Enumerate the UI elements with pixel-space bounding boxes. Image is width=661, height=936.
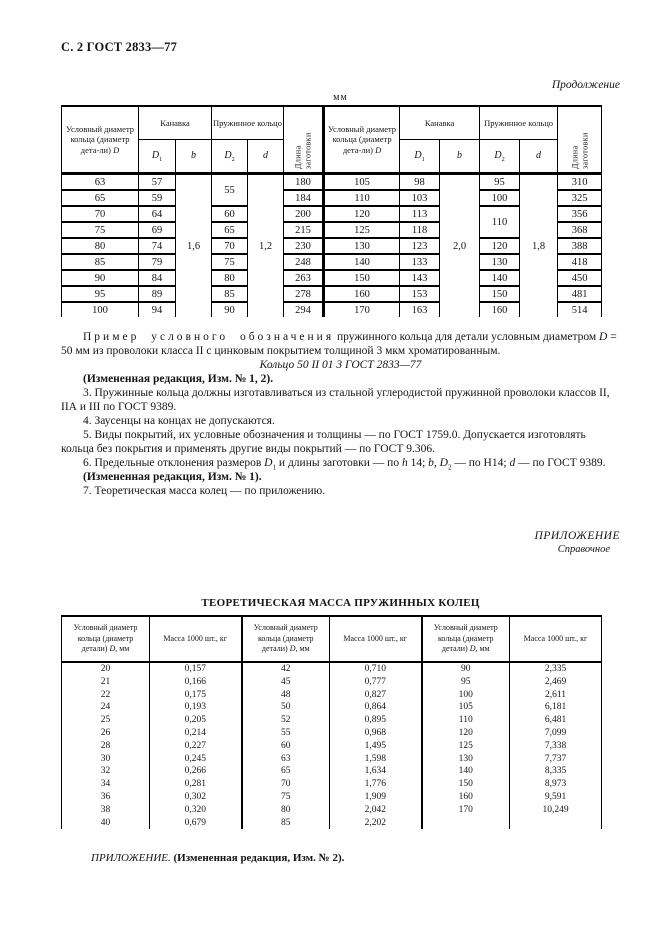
cell-mass-diameter: 26 (62, 727, 150, 740)
mass-col-header-diameter: Условный диаметр кольца (диаметр детали) D, мм (422, 616, 510, 662)
cell-mass-value: 0,175 (150, 689, 242, 702)
amendment-note-1: (Измененная редакция, Изм. № 1, 2). (83, 373, 274, 385)
cell-mass-diameter: 22 (62, 689, 150, 702)
cell-diameter-D: 85 (62, 254, 139, 270)
cell-diameter-D: 170 (324, 302, 400, 317)
ring-designation: Кольцо 50 II 01 3 ГОСТ 2833—77 (259, 359, 422, 371)
cell-ring-D2: 150 (480, 286, 520, 302)
table2-row (62, 817, 602, 830)
cell-mass-value: 0,245 (150, 753, 242, 766)
cell-groove-D1: 153 (400, 286, 440, 302)
cell-blank-length: 325 (558, 190, 602, 206)
mass-col-header-mass: Масса 1000 шт., кг (150, 616, 242, 662)
table2-row (62, 804, 602, 817)
cell-mass-value: 7,099 (510, 727, 602, 740)
cell-mass-value: 1,598 (330, 753, 422, 766)
cell-mass-diameter: 150 (422, 778, 510, 791)
cell-mass-value: 6,481 (510, 714, 602, 727)
cell-groove-D1: 84 (139, 270, 176, 286)
cell-mass-diameter: 110 (422, 714, 510, 727)
cell-diameter-D: 105 (324, 174, 400, 191)
cell-mass-diameter: 120 (422, 727, 510, 740)
cell-ring-D2: 95 (480, 174, 520, 191)
cell-mass-value: 8,973 (510, 778, 602, 791)
cell-mass-diameter: 70 (242, 778, 330, 791)
cell-ring-D2: 130 (480, 254, 520, 270)
cell-mass-diameter: 52 (242, 714, 330, 727)
cell-mass-value: 8,335 (510, 765, 602, 778)
standard-text (61, 330, 620, 498)
mass-col-header-mass: Масса 1000 шт., кг (330, 616, 422, 662)
col-header-diameter: Условный диаметр кольца (диаметр дета-ли) D (62, 106, 139, 174)
cell-mass-diameter: 20 (62, 662, 150, 676)
cell-mass-diameter: 95 (422, 676, 510, 689)
cell-ring-D2: 85 (212, 286, 248, 302)
cell-mass-diameter: 65 (242, 765, 330, 778)
cell-blank-length: 310 (558, 174, 602, 191)
col-header-groove: Канавка (139, 106, 212, 140)
cell-mass-value: 0,864 (330, 701, 422, 714)
col-header-d1: $D_1$ (400, 140, 440, 174)
cell-mass-value: 0,266 (150, 765, 242, 778)
cell-groove-D1: 118 (400, 222, 440, 238)
clause-6: 6. Предельные отклонения размеров $D_1$ и длины заготовки — по h 14; b, $D_2$ — по Н14; d — по ГОСТ 9389. (83, 457, 606, 472)
cell-mass-value: 10,249 (510, 804, 602, 817)
cell-mass-value: 1,495 (330, 740, 422, 753)
cell-ring-D2: 70 (212, 238, 248, 254)
cell-blank-length: 278 (284, 286, 324, 302)
cell-mass-value: 0,227 (150, 740, 242, 753)
cell-mass-value: 1,634 (330, 765, 422, 778)
cell-diameter-D: 70 (62, 206, 139, 222)
col-header-groove: Канавка (400, 106, 480, 140)
clause-3: 3. Пружинные кольца должны изготавливаться из стальной углеродистой пружинной проволоки классов II, IIА и III по ГОСТ 9389. (61, 387, 610, 413)
mass-table-head (62, 616, 602, 662)
cell-blank-length: 230 (284, 238, 324, 254)
cell-blank-length: 356 (558, 206, 602, 222)
cell-mass-value (510, 817, 602, 830)
cell-ring-D2: 110 (480, 206, 520, 238)
cell-groove-D1: 74 (139, 238, 176, 254)
table2-row (62, 714, 602, 727)
cell-ring-D2: 80 (212, 270, 248, 286)
mass-table-title: ТЕОРЕТИЧЕСКАЯ МАССА ПРУЖИННЫХ КОЛЕЦ (201, 597, 480, 609)
cell-mass-value: 0,193 (150, 701, 242, 714)
cell-mass-diameter: 36 (62, 791, 150, 804)
table2-row (62, 662, 602, 676)
cell-mass-diameter: 28 (62, 740, 150, 753)
cell-diameter-D: 95 (62, 286, 139, 302)
cell-mass-value: 0,205 (150, 714, 242, 727)
cell-ring-D2: 60 (212, 206, 248, 222)
cell-mass-diameter: 140 (422, 765, 510, 778)
table2-row (62, 701, 602, 714)
cell-ring-d: 1,2 (248, 174, 284, 318)
cell-diameter-D: 130 (324, 238, 400, 254)
table2-row (62, 791, 602, 804)
cell-groove-D1: 133 (400, 254, 440, 270)
cell-mass-diameter (422, 817, 510, 830)
table2-row (62, 778, 602, 791)
dimensions-table (61, 105, 602, 317)
cell-mass-value: 0,710 (330, 662, 422, 676)
cell-ring-d: 1,8 (520, 174, 558, 318)
col-header-d2: $D_2$ (212, 140, 248, 174)
cell-mass-diameter: 38 (62, 804, 150, 817)
cell-blank-length: 450 (558, 270, 602, 286)
table1-body (62, 174, 602, 318)
footer-amendment-note: ПРИЛОЖЕНИЕ. (Измененная редакция, Изм. № 2). (91, 852, 345, 865)
cell-mass-diameter: 45 (242, 676, 330, 689)
cell-mass-diameter: 90 (422, 662, 510, 676)
mass-table (61, 615, 602, 829)
cell-groove-b: 1,6 (176, 174, 212, 318)
cell-blank-length: 180 (284, 174, 324, 191)
col-header-diameter: Условный диаметр кольца (диаметр дета-ли) D (324, 106, 400, 174)
cell-mass-diameter: 60 (242, 740, 330, 753)
cell-groove-D1: 64 (139, 206, 176, 222)
blank-length-vertical-text: Длина заготовки (293, 131, 313, 169)
cell-groove-b: 2,0 (440, 174, 480, 318)
cell-mass-value: 0,827 (330, 689, 422, 702)
cell-blank-length: 184 (284, 190, 324, 206)
cell-ring-D2: 65 (212, 222, 248, 238)
cell-diameter-D: 160 (324, 286, 400, 302)
col-header-b: b (176, 140, 212, 174)
cell-mass-value: 7,338 (510, 740, 602, 753)
cell-mass-diameter: 130 (422, 753, 510, 766)
cell-mass-value: 1,909 (330, 791, 422, 804)
table1-row (62, 174, 602, 191)
cell-mass-diameter: 75 (242, 791, 330, 804)
cell-mass-diameter: 48 (242, 689, 330, 702)
cell-ring-D2: 100 (480, 190, 520, 206)
cell-groove-D1: 98 (400, 174, 440, 191)
cell-mass-value: 6,181 (510, 701, 602, 714)
blank-length-vertical-text: Длина заготовки (569, 131, 589, 169)
cell-mass-value: 0,320 (150, 804, 242, 817)
cell-mass-value: 0,166 (150, 676, 242, 689)
table2-body (62, 662, 602, 829)
cell-mass-value: 0,281 (150, 778, 242, 791)
cell-groove-D1: 163 (400, 302, 440, 317)
cell-diameter-D: 110 (324, 190, 400, 206)
cell-mass-diameter: 63 (242, 753, 330, 766)
cell-mass-diameter: 32 (62, 765, 150, 778)
cell-mass-diameter: 30 (62, 753, 150, 766)
col-header-d1: $D_1$ (139, 140, 176, 174)
cell-mass-value: 0,157 (150, 662, 242, 676)
cell-diameter-D: 65 (62, 190, 139, 206)
clause-7: 7. Теоретическая масса колец — по приложению. (83, 485, 326, 497)
table2-row (62, 689, 602, 702)
cell-mass-diameter: 25 (62, 714, 150, 727)
unit-label: мм (333, 92, 348, 103)
cell-ring-D2: 160 (480, 302, 520, 317)
cell-mass-diameter: 50 (242, 701, 330, 714)
cell-groove-D1: 57 (139, 174, 176, 191)
cell-blank-length: 263 (284, 270, 324, 286)
cell-mass-value: 0,968 (330, 727, 422, 740)
cell-mass-diameter: 80 (242, 804, 330, 817)
col-header-b: b (440, 140, 480, 174)
cell-blank-length: 514 (558, 302, 602, 317)
cell-mass-diameter: 40 (62, 817, 150, 830)
continuation-label: Продолжение (551, 79, 620, 91)
clause-4: 4. Заусенцы на концах не допускаются. (83, 415, 275, 427)
cell-ring-D2: 140 (480, 270, 520, 286)
table2-row (62, 765, 602, 778)
cell-diameter-D: 63 (62, 174, 139, 191)
cell-mass-value: 9,591 (510, 791, 602, 804)
table2-row (62, 740, 602, 753)
cell-blank-length: 368 (558, 222, 602, 238)
cell-mass-diameter: 170 (422, 804, 510, 817)
cell-diameter-D: 140 (324, 254, 400, 270)
cell-diameter-D: 150 (324, 270, 400, 286)
cell-mass-diameter: 85 (242, 817, 330, 830)
cell-groove-D1: 94 (139, 302, 176, 317)
amendment-note-2: (Измененная редакция, Изм. № 1). (83, 471, 262, 483)
cell-groove-D1: 79 (139, 254, 176, 270)
mass-col-header-diameter: Условный диаметр кольца (диаметр детали) D, мм (242, 616, 330, 662)
cell-mass-value: 7,737 (510, 753, 602, 766)
cell-mass-value: 2,202 (330, 817, 422, 830)
cell-blank-length: 248 (284, 254, 324, 270)
cell-ring-D2: 90 (212, 302, 248, 317)
col-header-d2: $D_2$ (480, 140, 520, 174)
cell-mass-diameter: 21 (62, 676, 150, 689)
cell-mass-diameter: 42 (242, 662, 330, 676)
col-header-blank-length (284, 106, 324, 174)
cell-diameter-D: 125 (324, 222, 400, 238)
cell-mass-diameter: 160 (422, 791, 510, 804)
cell-mass-value: 0,895 (330, 714, 422, 727)
cell-mass-value: 2,042 (330, 804, 422, 817)
cell-ring-D2: 55 (212, 174, 248, 207)
table2-row (62, 753, 602, 766)
cell-groove-D1: 89 (139, 286, 176, 302)
cell-mass-diameter: 105 (422, 701, 510, 714)
col-header-ring: Пружинное кольцо (480, 106, 558, 140)
col-header-d: d (248, 140, 284, 174)
cell-diameter-D: 90 (62, 270, 139, 286)
cell-mass-diameter: 34 (62, 778, 150, 791)
cell-groove-D1: 123 (400, 238, 440, 254)
cell-mass-diameter: 100 (422, 689, 510, 702)
appendix-label: ПРИЛОЖЕНИЕ (534, 530, 620, 542)
cell-mass-value: 0,679 (150, 817, 242, 830)
cell-blank-length: 481 (558, 286, 602, 302)
cell-blank-length: 388 (558, 238, 602, 254)
cell-diameter-D: 75 (62, 222, 139, 238)
cell-groove-D1: 143 (400, 270, 440, 286)
cell-mass-value: 2,469 (510, 676, 602, 689)
dimensions-table-head (62, 106, 602, 174)
mass-col-header-mass: Масса 1000 шт., кг (510, 616, 602, 662)
cell-mass-value: 2,611 (510, 689, 602, 702)
col-header-blank-length (558, 106, 602, 174)
mass-col-header-diameter: Условный диаметр кольца (диаметр детали) D, мм (62, 616, 150, 662)
cell-mass-value: 0,777 (330, 676, 422, 689)
col-header-ring: Пружинное кольцо (212, 106, 284, 140)
designation-example-paragraph: Пример условного обозначения пружинного кольца для детали условным диаметром D = 50 мм из проволоки класса II с цинковым покрытием толщиной 3 мкм хроматированным. (61, 331, 617, 357)
cell-mass-value: 0,302 (150, 791, 242, 804)
cell-blank-length: 215 (284, 222, 324, 238)
clause-5: 5. Виды покрытий, их условные обозначения и толщины — по ГОСТ 1759.0. Допускается изготовлять кольца без покрытия и применять другие виды покрытий — по ГОСТ 9.306. (61, 429, 586, 455)
cell-blank-length: 418 (558, 254, 602, 270)
cell-ring-D2: 120 (480, 238, 520, 254)
cell-mass-diameter: 55 (242, 727, 330, 740)
cell-diameter-D: 80 (62, 238, 139, 254)
appendix-heading (61, 529, 620, 557)
cell-diameter-D: 100 (62, 302, 139, 317)
cell-mass-value: 2,335 (510, 662, 602, 676)
cell-groove-D1: 103 (400, 190, 440, 206)
cell-groove-D1: 69 (139, 222, 176, 238)
cell-diameter-D: 120 (324, 206, 400, 222)
cell-mass-diameter: 125 (422, 740, 510, 753)
cell-blank-length: 200 (284, 206, 324, 222)
table2-row (62, 727, 602, 740)
table2-row (62, 676, 602, 689)
cell-mass-diameter: 24 (62, 701, 150, 714)
cell-blank-length: 294 (284, 302, 324, 317)
cell-mass-value: 1,776 (330, 778, 422, 791)
cell-mass-value: 0,214 (150, 727, 242, 740)
cell-groove-D1: 59 (139, 190, 176, 206)
cell-ring-D2: 75 (212, 254, 248, 270)
page-header: С. 2 ГОСТ 2833—77 (61, 40, 178, 54)
cell-groove-D1: 113 (400, 206, 440, 222)
col-header-d: d (520, 140, 558, 174)
appendix-sublabel: Справочное (557, 544, 610, 555)
